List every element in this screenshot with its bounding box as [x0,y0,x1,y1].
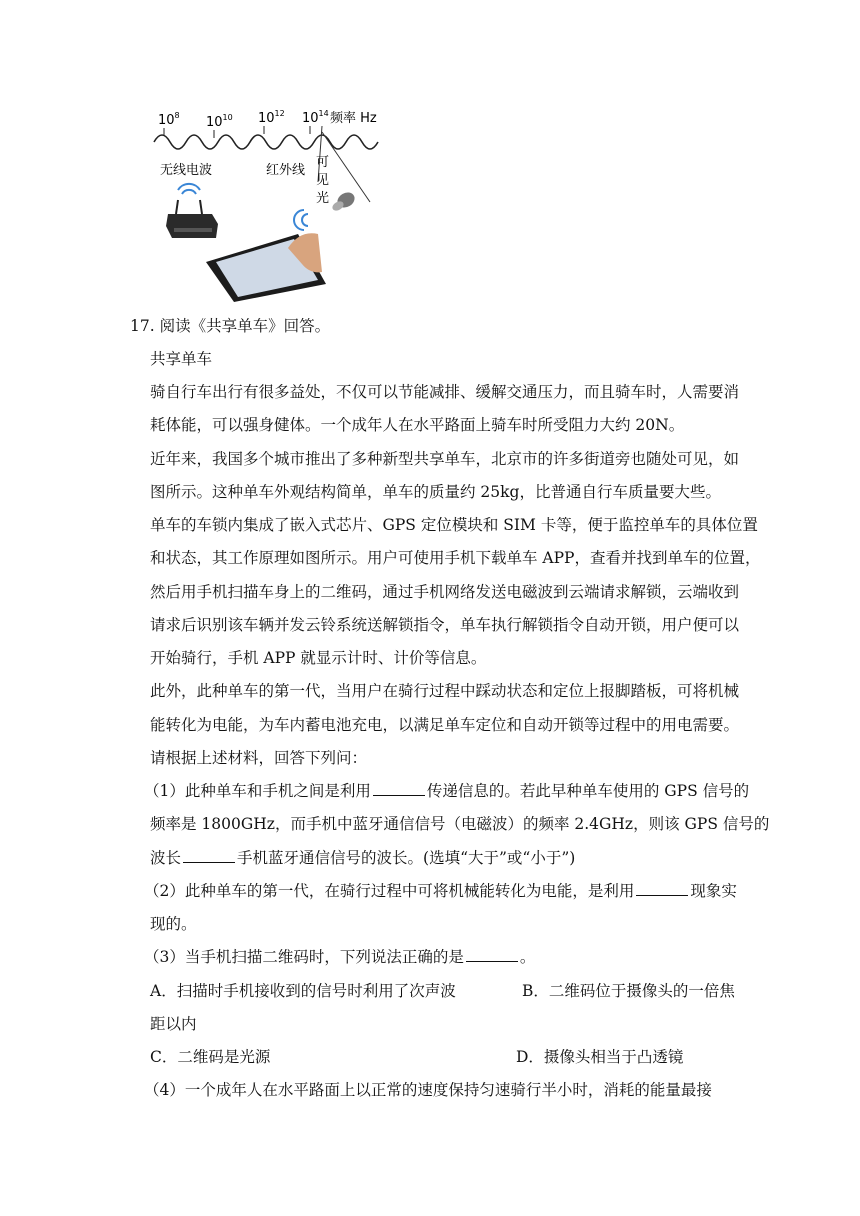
q1-blank-2[interactable] [183,848,235,863]
question-17-header [130,316,330,336]
q2-line-2: 现的。 [150,915,197,933]
wifi-icon [294,210,308,230]
bulb-icon [331,189,357,212]
passage-heading: 共享单车 [150,350,213,368]
passage-line: 能转化为电能，为车内蓄电池充电，以满足单车定位和自动开锁等过程中的用电需要。 [150,716,740,734]
option-b-continued: 距以内 [150,1015,197,1033]
q2-text: （2）此种单车的第一代，在骑行过程中可将机械能转化为电能，是利用 [144,882,635,900]
wave-line [154,135,378,149]
passage-line: 请根据上述材料，回答下列问： [150,749,368,767]
infrared-label: 红外线 [266,163,306,178]
q1-blank-1[interactable] [373,781,425,796]
q1-line-3 [150,848,575,868]
visible-label-3: 光 [316,191,330,206]
spectrum-figure [150,102,390,302]
option-d[interactable]: D．摄像头相当于凸透镜 [516,1048,684,1066]
q1-text: 手机蓝牙通信信号的波长。(选填“大于”或“小于”) [237,849,576,867]
q2-line-1 [144,881,737,901]
q3-blank[interactable] [466,947,518,962]
passage-line: 开始骑行，手机 APP 就显示计时、计价等信息。 [150,649,487,667]
q1-text: 传递信息的。若此早种单车使用的 GPS 信号的 [426,782,750,800]
tick-label-1: $10^8$ [158,111,180,128]
option-a[interactable]: A．扫描时手机接收到的信号时利用了次声波 [150,982,456,1000]
q1-line-1 [144,781,749,801]
tick-label-2: $10^{10}$ [206,113,233,130]
passage-line: 请求后识别该车辆并发云铃系统送解锁指令，单车执行解锁指令自动开锁，用户便可以 [150,616,740,634]
router-icon [166,184,218,238]
q4-line-1: （4）一个成年人在水平路面上以正常的速度保持匀速骑行半小时，消耗的能量最接 [144,1081,712,1099]
q2-text: 现象实 [690,882,737,900]
visible-label-1: 可 [316,155,330,170]
tick-label-3: $10^{12}$ [258,109,285,126]
spectrum-diagram [150,102,390,302]
question-prompt: 阅读《共享单车》回答。 [159,317,331,335]
visible-label-2: 见 [316,173,330,188]
q1-text: 波长 [150,849,182,867]
passage-line: 此外，此种单车的第一代，当用户在骑行过程中踩动状态和定位上报脚踏板，可将机械 [150,682,740,700]
option-c[interactable]: C．二维码是光源 [150,1048,271,1066]
tablet-icon [206,233,326,302]
passage-line: 耗体能，可以强身健体。一个成年人在水平路面上骑车时所受阻力大约 20N。 [150,416,685,434]
passage-line: 单车的车锁内集成了嵌入式芯片、GPS 定位模块和 SIM 卡等，便于监控单车的具体位置 [150,516,758,534]
q1-text: （1）此种单车和手机之间是利用 [144,782,371,800]
option-b[interactable]: B．二维码位于摄像头的一倍焦 [522,982,735,1000]
q1-line-2: 频率是 1800GHz，而手机中蓝牙通信信号（电磁波）的频率 2.4GHz，则该 GPS 信号的 [150,815,770,833]
passage-line: 近年来，我国多个城市推出了多种新型共享单车，北京市的许多街道旁也随处可见，如 [150,450,740,468]
q3-text: 。 [519,948,536,966]
passage-line: 然后用手机扫描车身上的二维码，通过手机网络发送电磁波到云端请求解锁，云端收到 [150,583,740,601]
passage-line: 图所示。这种单车外观结构简单，单车的质量约 25kg，比普通自行车质量要大些。 [150,483,721,501]
passage-line: 和状态，其工作原理如图所示。用户可使用手机下载单车 APP，查看并找到单车的位置， [150,549,761,567]
tick-label-4: $10^{14}$ [302,109,329,126]
question-number: 17. [130,317,155,335]
frequency-label: 频率 Hz [330,111,377,126]
q3-line-1 [144,947,535,967]
q2-blank[interactable] [636,881,688,896]
radio-wave-label: 无线电波 [160,163,213,178]
passage-line: 骑自行车出行有很多益处，不仅可以节能减排、缓解交通压力，而且骑车时，人需要消 [150,383,740,401]
q3-text: （3）当手机扫描二维码时，下列说法正确的是 [144,948,464,966]
